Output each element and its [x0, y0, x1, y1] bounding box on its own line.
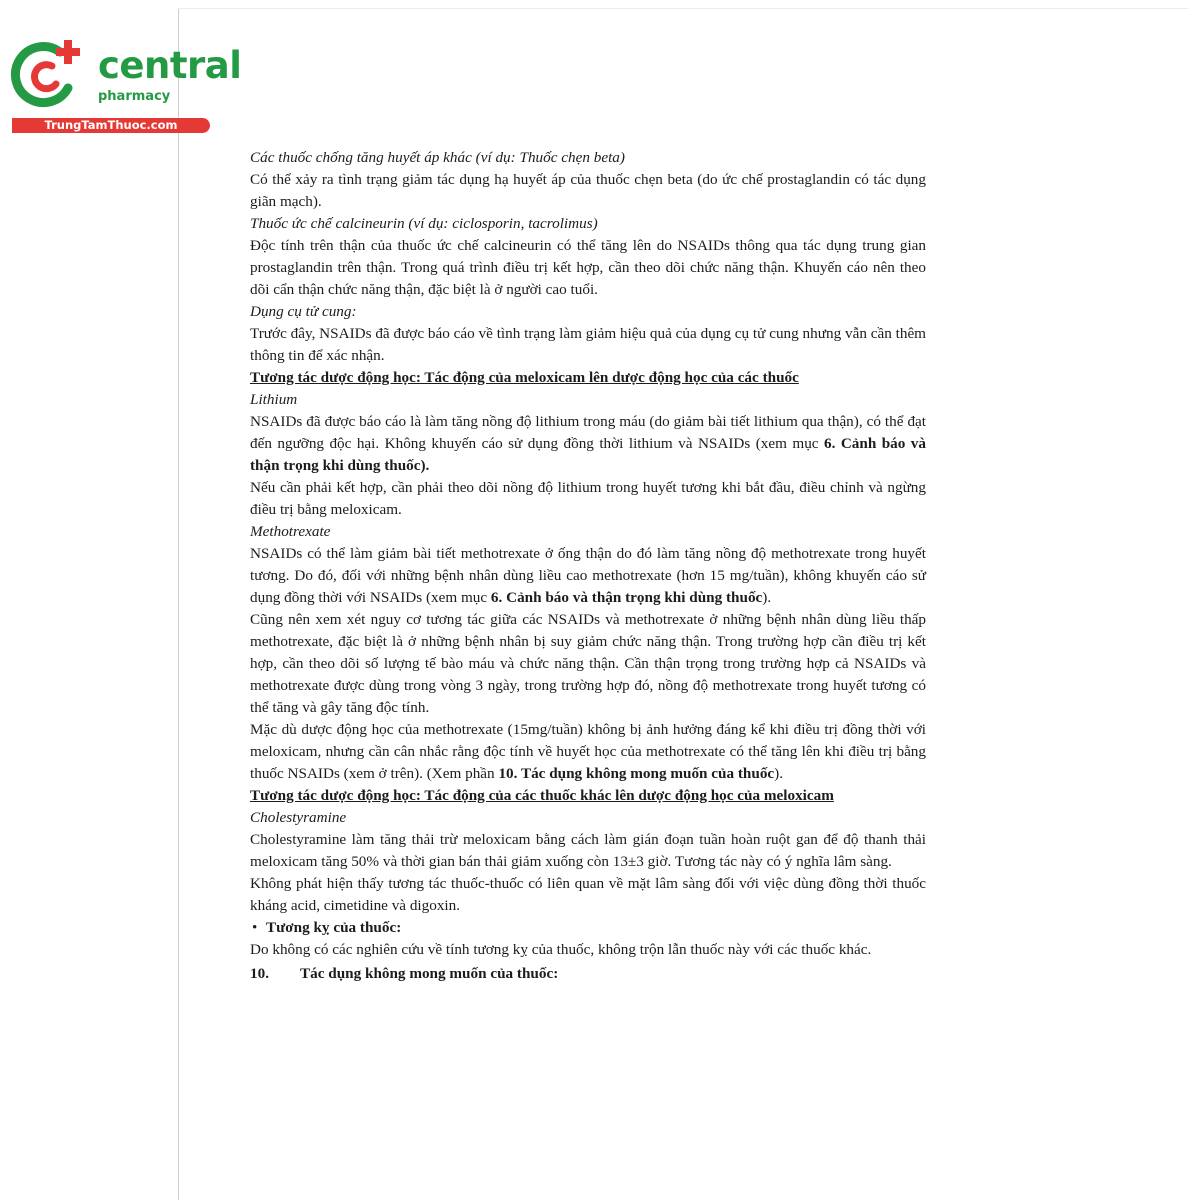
subheading-lithium: Lithium [250, 391, 298, 408]
logo-website-url[interactable]: TrungTamThuoc.com [12, 118, 210, 133]
section-heading-adverse-effects [250, 963, 926, 985]
pharmacy-cross-logo-icon [10, 38, 92, 110]
cross-reference: 6. Cảnh báo và thận trọng khi dùng thuốc [490, 589, 763, 606]
subheading-cholestyramine: Cholestyramine [250, 809, 347, 826]
paragraph: Cholestyramine làm tăng thải trừ meloxicam bằng cách làm gián đoạn tuần hoàn ruột gan để độ thanh thải meloxicam tăng 50% và thời gian bán thải giảm xuống còn 13±3 giờ. Tương tác này có ý nghĩa lâm sàng. [250, 831, 926, 870]
text-run: ). [762, 589, 772, 606]
text-run: NSAIDs đã được báo cáo là làm tăng nồng độ lithium trong máu (do giảm bài tiết lithium qua thận), có thể đạt đến ngưỡng độc hại. Không khuyến cáo sử dụng đồng thời lithium và NSAIDs (xem mục [250, 413, 926, 452]
paragraph [250, 411, 926, 477]
bullet-incompatibility [250, 917, 926, 939]
bullet-label: Tương kỵ của thuốc: [266, 919, 402, 936]
paragraph: Do không có các nghiên cứu về tính tương kỵ của thuốc, không trộn lẫn thuốc này với các thuốc khác. [250, 941, 872, 958]
paragraph: Nếu cần phải kết hợp, cần phải theo dõi nồng độ lithium trong huyết tương khi bắt đầu, điều chỉnh và ngừng điều trị bằng meloxicam. [250, 479, 926, 518]
central-pharmacy-logo[interactable] [10, 38, 242, 138]
subheading-calcineurin: Thuốc ức chế calcineurin (ví dụ: ciclosporin, tacrolimus) [250, 215, 598, 232]
scan-page-edge [178, 8, 179, 1200]
section-heading-meloxicam-effects: Tương tác dược động học: Tác động của meloxicam lên dược động học của các thuốc [250, 369, 799, 386]
logo-brand-name: central [98, 44, 242, 87]
subheading-antihypertensives: Các thuốc chống tăng huyết áp khác (ví dụ: Thuốc chẹn beta) [250, 149, 625, 166]
paragraph: Độc tính trên thận của thuốc ức chế calcineurin có thể tăng lên do NSAIDs thông qua tác dụng trung gian prostaglandin trên thận. Trong quá trình điều trị kết hợp, cần theo dõi chức năng thận. Khuyến cáo nên theo dõi cẩn thận chức năng thận, đặc biệt là ở người cao tuổi. [250, 237, 926, 298]
paragraph: Có thể xảy ra tình trạng giảm tác dụng hạ huyết áp của thuốc chẹn beta (do ức chế prostaglandin có tác dụng giãn mạch). [250, 171, 926, 210]
paragraph: Trước đây, NSAIDs đã được báo cáo về tình trạng làm giảm hiệu quả của dụng cụ tử cung nhưng vẫn cần thêm thông tin để xác nhận. [250, 325, 926, 364]
section-title: Tác dụng không mong muốn của thuốc: [300, 965, 559, 982]
paragraph: Cũng nên xem xét nguy cơ tương tác giữa các NSAIDs và methotrexate ở những bệnh nhân dùng liều thấp methotrexate, đặc biệt là ở những bệnh nhân bị suy giảm chức năng thận. Trong trường hợp cần điều trị kết hợp, cần theo dõi số lượng tế bào máu và chức năng thận. Cần thận trọng trong trường hợp cả NSAIDs và methotrexate được dùng trong vòng 3 ngày, trong trường hợp đó, nồng độ methotrexate trong huyết tương có thể tăng và gây tăng độc tính. [250, 611, 926, 716]
subheading-iud: Dụng cụ tử cung: [250, 303, 357, 320]
text-run: ). [774, 765, 784, 782]
paragraph [250, 543, 926, 609]
section-number: 10. [250, 965, 269, 982]
section-heading-other-drugs-effects: Tương tác dược động học: Tác động của các thuốc khác lên dược động học của meloxicam [250, 787, 834, 804]
cross-reference: 10. Tác dụng không mong muốn của thuốc [498, 765, 775, 782]
cross-reference: 6. Cảnh báo và thận trọng khi dùng thuốc). [250, 435, 926, 474]
logo-brand-sub: pharmacy [98, 89, 171, 104]
scan-page-top-edge [178, 8, 1188, 9]
subheading-methotrexate: Methotrexate [250, 523, 331, 540]
text-run: Mặc dù dược động học của methotrexate (15mg/tuần) không bị ảnh hưởng đáng kể khi điều trị đồng thời với meloxicam, nhưng cần cân nhắc rằng độc tính về huyết học của methotrexate có thể tăng lên khi điều trị bằng thuốc NSAIDs (xem ở trên). (Xem phần [250, 721, 926, 782]
paragraph: Không phát hiện thấy tương tác thuốc-thuốc có liên quan về mặt lâm sàng đối với việc dùng đồng thời thuốc kháng acid, cimetidine và digoxin. [250, 875, 926, 914]
text-run: NSAIDs có thể làm giảm bài tiết methotrexate ở ống thận do đó làm tăng nồng độ methotrexate trong huyết tương. Do đó, đối với những bệnh nhân dùng liều cao methotrexate (hơn 15 mg/tuần), không khuyến cáo sử dụng đồng thời với NSAIDs (xem mục [250, 545, 926, 606]
bullet-dot-icon: • [252, 919, 258, 936]
document-body [250, 147, 926, 985]
paragraph [250, 719, 926, 785]
